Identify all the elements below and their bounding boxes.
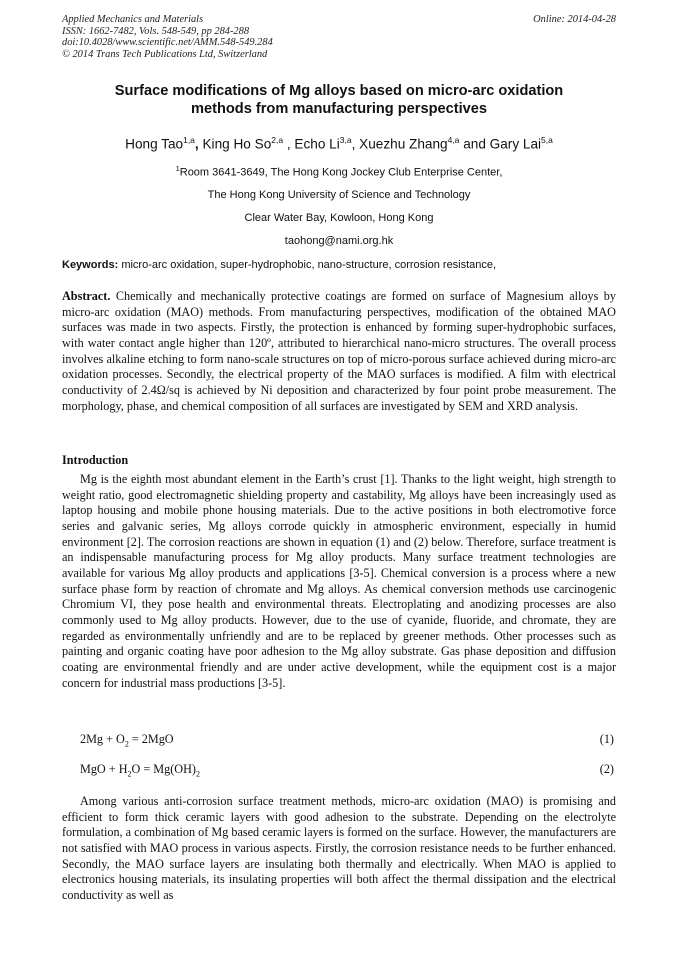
issn-line: ISSN: 1662-7482, Vols. 548-549, pp 284-288 <box>62 25 250 37</box>
equation-number: (2) <box>599 762 614 776</box>
doi-line: doi:10.4028/www.scientific.net/AMM.548-549.284 <box>62 37 273 49</box>
author-email: taohong@nami.org.hk <box>284 234 394 247</box>
equation-lhs: MgO + H <box>80 762 128 776</box>
author-name: Hong Tao <box>125 136 184 152</box>
equation-1 <box>80 732 616 748</box>
author-separator: , <box>351 136 360 152</box>
equation-number: (1) <box>599 732 614 746</box>
author-separator: and <box>459 136 490 152</box>
author-name: Echo Li <box>294 136 340 152</box>
equation-rhs: O = Mg(OH) <box>131 762 196 776</box>
author-affiliation-mark: 4,a <box>447 135 460 145</box>
author-name: King Ho So <box>202 136 272 152</box>
equation-subscript: 2 <box>127 769 132 779</box>
affiliation-line-3: Clear Water Bay, Kowloon, Hong Kong <box>244 212 434 225</box>
affiliation-line-2: The Hong Kong University of Science and Technology <box>207 189 471 202</box>
equation-lhs: 2Mg + <box>80 732 116 746</box>
author-affiliation-mark: 5,a <box>541 135 553 145</box>
journal-name: Applied Mechanics and Materials <box>62 14 204 25</box>
author-name: Xuezhu Zhang <box>359 136 448 152</box>
journal-header <box>62 14 616 60</box>
paper-title <box>62 82 616 118</box>
title-line-2: methods from manufacturing perspectives <box>191 101 487 117</box>
author-list <box>40 131 638 154</box>
affiliation-room: Room 3641-3649, The Hong Kong Jockey Club Enterprise Center, <box>179 166 503 179</box>
abstract-text: Chemically and mechanically protective coatings are formed on surface of Magnesium alloys by micro-arc oxidation (MAO) methods. From manufacturing perspectives, modification of the obtained MAO surfaces was made in two aspects. Firstly, the protection is enhanced by forming super-hydrophobic surfaces, with water contact angle higher than 120º, attributed to hierarchical nano-micro structures. The overall process involves alkaline etching to form nano-scale structures on top of micro-porous surface achieved during micro-arc oxidation processes. Secondly, the electrical property of the MAO surfaces is modified. A film with electrical conductivity of 2.4Ω/sq is achieved by Ni deposition and characterized by four point probe measurement. The morphology, phase, and chemical composition of all surfaces are investigated by SEM and XRD analysis. <box>62 289 616 413</box>
keywords-label: Keywords: <box>62 259 119 271</box>
copyright-line: © 2014 Trans Tech Publications Ltd, Switzerland <box>62 48 268 60</box>
affiliation-line-1 <box>62 158 616 184</box>
equation-rhs: = 2MgO <box>128 732 174 746</box>
intro-paragraph-1: Mg is the eighth most abundant element in the Earth’s crust [1]. Thanks to the light weight, high strength to weight ratio, good electromagnetic shielding property and castability, Mg alloys have been increasingly used as laptop housing and mobile phone housing materials. Due to the active positions in both electromotive force series and galvanic series, Mg alloys corrode quickly in atmospheric environment, especially in humid environment [2]. The corrosion reactions are shown in equation (1) and (2) below. Therefore, surface treatment is an indispensable manufacturing process for Mg alloy products. Many surface treatment technologies are available for various Mg alloy products and applications [3-5]. Chemical conversion is a process where a new surface phase form by reaction of chromate and Mg alloys. As chemical conversion methods use carcinogenic Chromium VI, they pose health and environmental threats. Electroplating and anodizing processes are also commonly used to Mg alloy products. However, due to the use of cyanide, fluoride, and chromate, they are regarded as environmentally unfriendly and are to be replaced by greener methods. Other processes such as painting and organic coating have poor adhesion to the Mg alloy substrate. Gas phase deposition and diffusion coating are environmental friendly and are under active development, while the equipment cost is a major concern for industrial mass productions [3-5]. <box>62 472 616 690</box>
author-affiliation-mark: 1,a <box>183 135 195 145</box>
author-affiliation-mark: 3,a <box>339 135 352 145</box>
author-separator: , <box>194 136 203 152</box>
online-date: Online: 2014-04-28 <box>533 14 616 25</box>
equation-subscript: 2 <box>124 739 129 749</box>
section-heading-introduction: Introduction <box>62 453 129 467</box>
equation-2 <box>80 762 616 778</box>
equation-term: O <box>116 732 125 746</box>
author-separator: , <box>283 136 295 152</box>
author-name: Gary Lai <box>489 136 542 152</box>
equation-subscript: 2 <box>195 769 200 779</box>
abstract <box>62 289 616 414</box>
affiliation-mark: 1 <box>175 164 180 173</box>
abstract-label: Abstract. <box>62 289 111 303</box>
affiliation-block <box>62 158 616 252</box>
title-line-1: Surface modifications of Mg alloys based on micro-arc oxidation <box>114 83 564 99</box>
keywords <box>62 258 616 272</box>
intro-paragraph-2: Among various anti-corrosion surface treatment methods, micro-arc oxidation (MAO) is promising and efficient to form thick ceramic layers with good adhesion to the substrate. Depending on the electrolyte formulation, a combination of Mg based ceramic layers is formed on the surface. However, the manufacturers are not satisfied with MAO process in various aspects. Firstly, the corrosion resistance needs to be further enhanced. Secondly, the MAO surface layers are insulating both thermally and electrically. When MAO is applied to electronics housing materials, its insulating properties will both affect the thermal dissipation and the electrical conductivity as well as <box>62 794 616 902</box>
keywords-text: micro-arc oxidation, super-hydrophobic, nano-structure, corrosion resistance, <box>121 259 497 271</box>
author-affiliation-mark: 2,a <box>271 135 284 145</box>
